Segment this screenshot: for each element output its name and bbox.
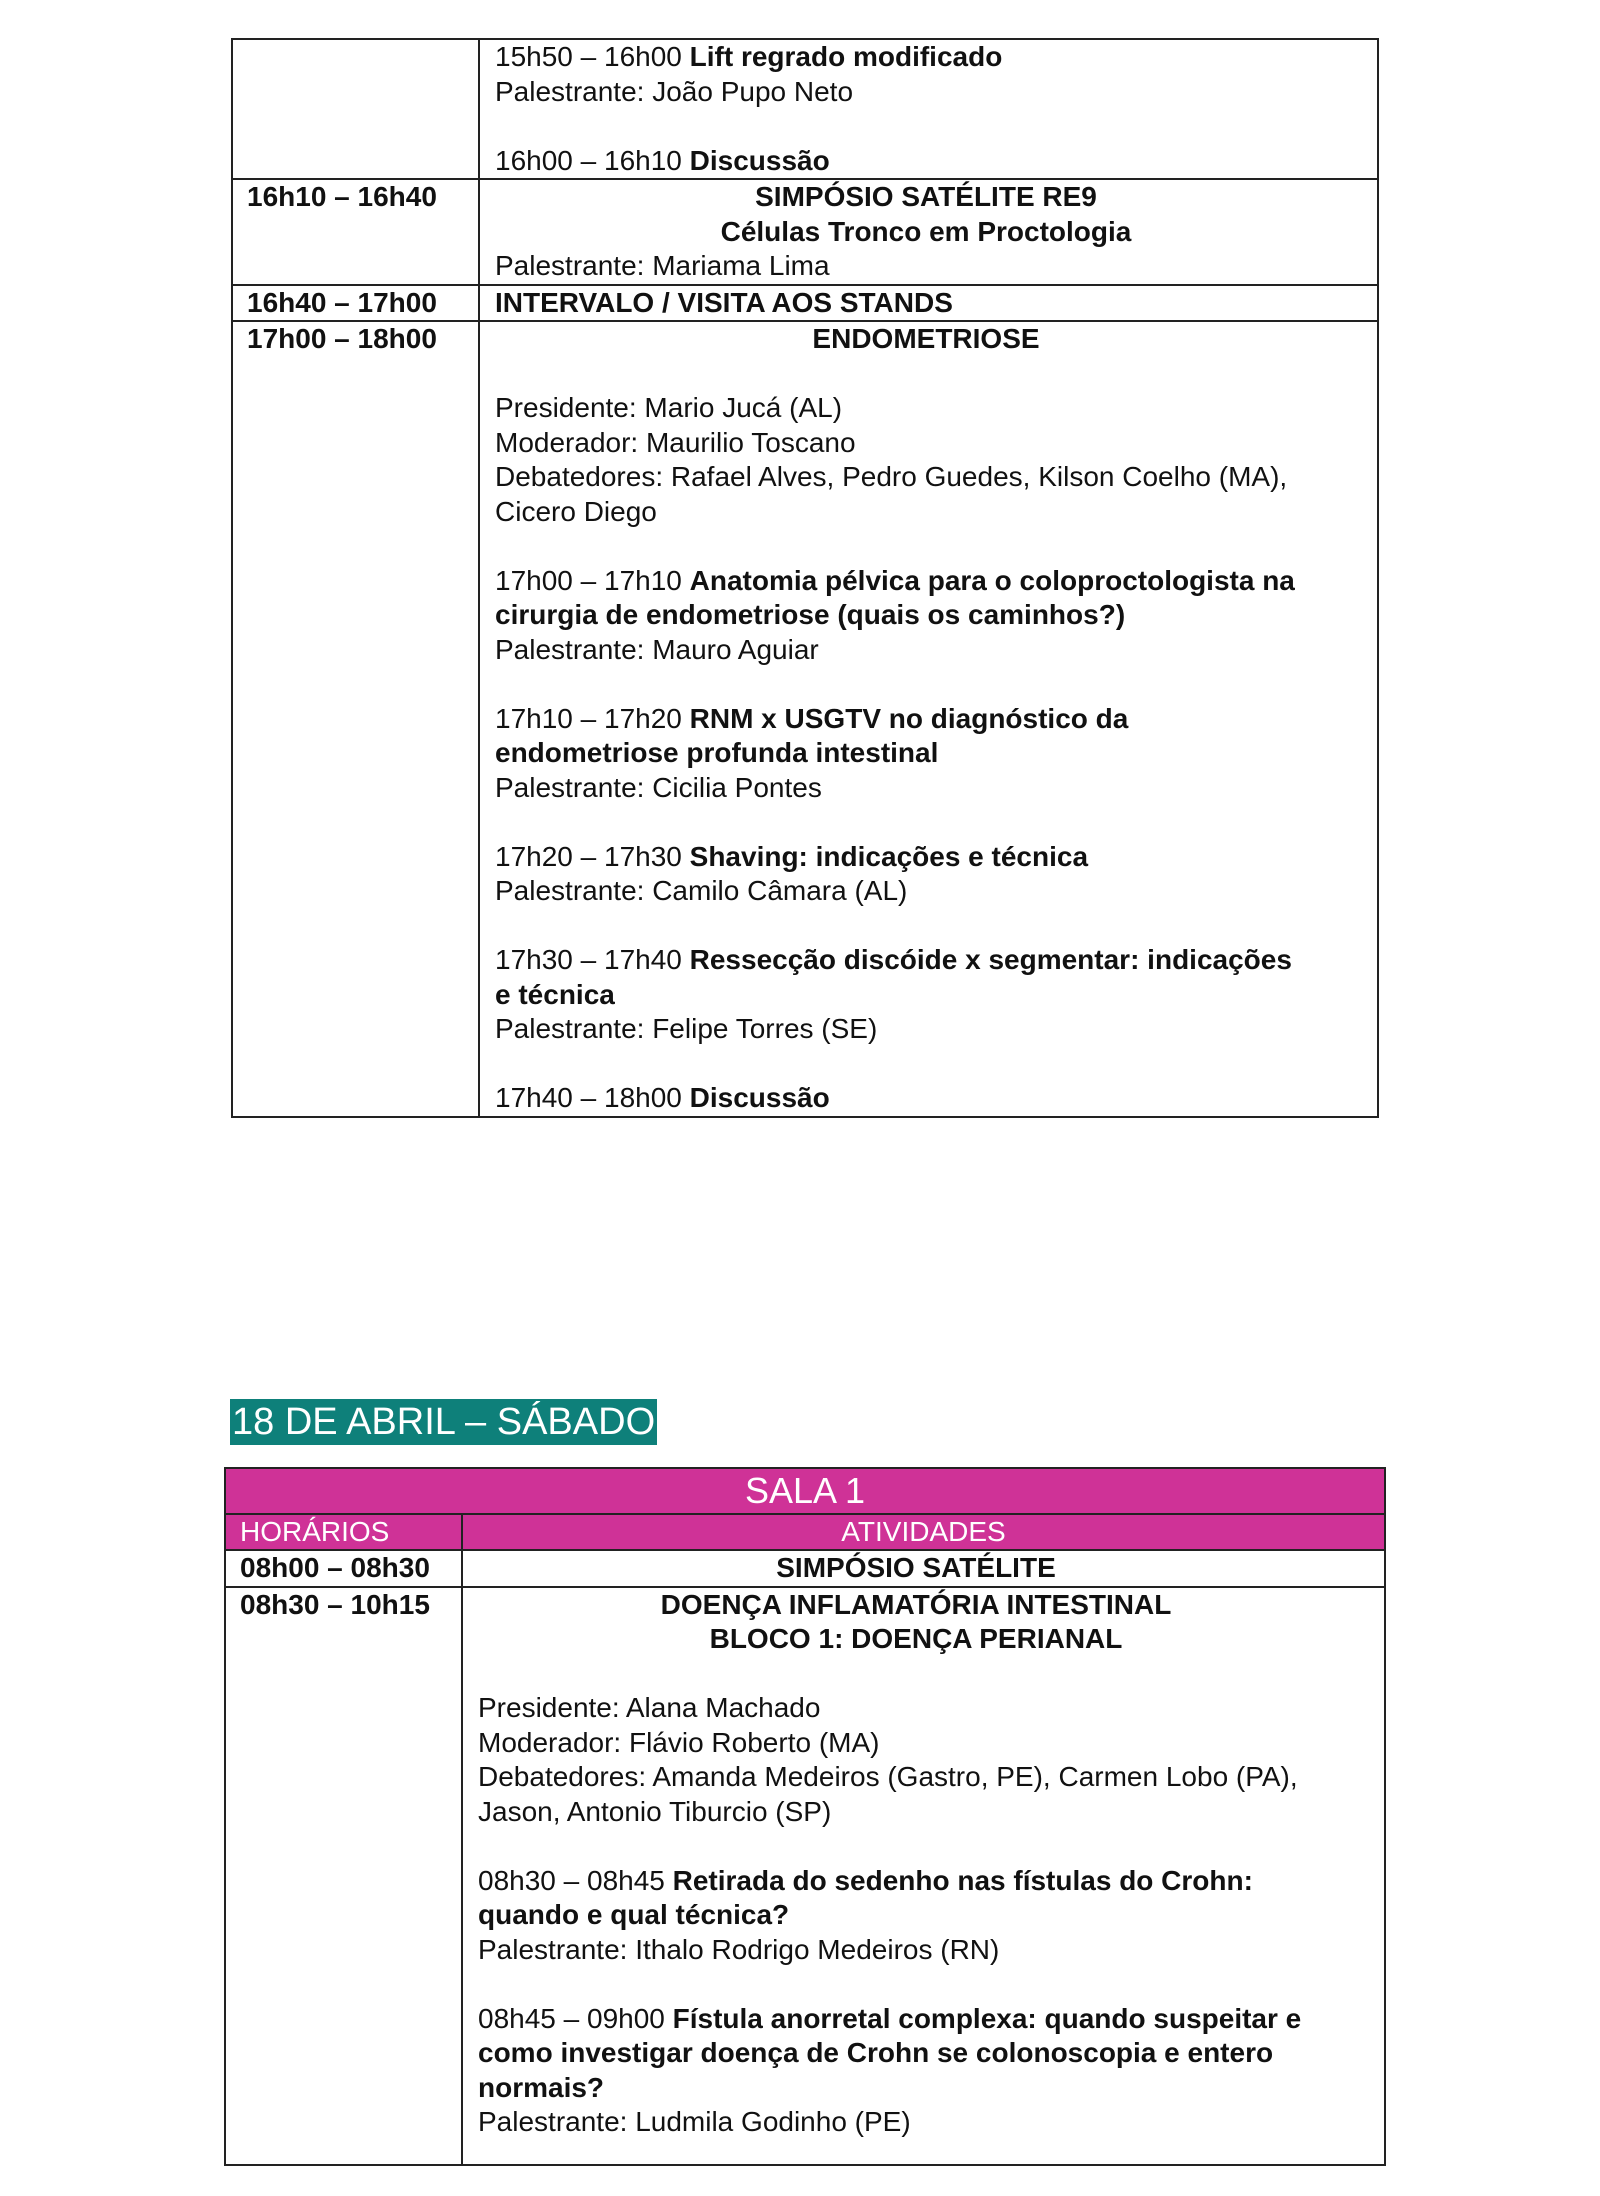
column-header-row bbox=[225, 1514, 1385, 1550]
talk-line: 17h10 – 17h20 RNM x USGTV no diagnóstico da bbox=[495, 702, 1129, 734]
talk-line: e técnica bbox=[495, 978, 615, 1010]
time-cell bbox=[232, 39, 479, 179]
session-title: ENDOMETRIOSE bbox=[812, 323, 1040, 354]
debaters-line: Debatedores: Rafael Alves, Pedro Guedes, Kilson Coelho (MA), bbox=[495, 461, 1288, 492]
session-subtitle: Células Tronco em Proctologia bbox=[720, 215, 1132, 247]
speaker-line: Palestrante: Ithalo Rodrigo Medeiros (RN) bbox=[478, 1933, 1000, 1965]
activity-cell bbox=[462, 1550, 1385, 1587]
activity-cell bbox=[479, 179, 1378, 285]
activity-cell bbox=[479, 39, 1378, 179]
session-title: SIMPÓSIO SATÉLITE RE9 bbox=[755, 181, 1097, 212]
debaters-line: Debatedores: Amanda Medeiros (Gastro, PE), Carmen Lobo (PA), bbox=[478, 1761, 1298, 1792]
speaker-line: Palestrante: Felipe Torres (SE) bbox=[495, 1013, 878, 1044]
time-cell: 16h40 – 17h00 bbox=[232, 285, 479, 322]
talk-line: endometriose profunda intestinal bbox=[495, 737, 939, 768]
time-cell: 08h30 – 10h15 bbox=[225, 1587, 462, 2165]
column-header-activities: ATIVIDADES bbox=[462, 1514, 1385, 1550]
column-header-times: HORÁRIOS bbox=[225, 1514, 462, 1550]
speaker-line: Palestrante: João Pupo Neto bbox=[495, 75, 854, 107]
president-line: Presidente: Mario Jucá (AL) bbox=[495, 392, 843, 423]
moderator-line: Moderador: Maurilio Toscano bbox=[495, 426, 856, 458]
activity-cell bbox=[462, 1587, 1385, 2165]
moderator-line: Moderador: Flávio Roberto (MA) bbox=[478, 1726, 880, 1758]
activity-cell bbox=[479, 321, 1378, 1117]
break-title: INTERVALO / VISITA AOS STANDS bbox=[495, 286, 953, 318]
table-row bbox=[232, 179, 1378, 285]
activity-cell bbox=[479, 285, 1378, 322]
table-row bbox=[225, 1587, 1385, 2165]
time-cell: 17h00 – 18h00 bbox=[232, 321, 479, 1117]
speaker-line: Palestrante: Camilo Câmara (AL) bbox=[495, 875, 908, 906]
speaker-line: Palestrante: Mauro Aguiar bbox=[495, 633, 819, 665]
talk-line: 08h30 – 08h45 Retirada do sedenho nas fístulas do Crohn: bbox=[478, 1864, 1253, 1896]
table-row bbox=[232, 285, 1378, 322]
talk-line: 17h40 – 18h00 Discussão bbox=[495, 1082, 830, 1113]
debaters-line: Jason, Antonio Tiburcio (SP) bbox=[478, 1795, 832, 1827]
speaker-line: Palestrante: Ludmila Godinho (PE) bbox=[478, 2106, 911, 2137]
talk-line: 16h00 – 16h10 Discussão bbox=[495, 144, 830, 176]
room-header-row bbox=[225, 1468, 1385, 1514]
room-title: SALA 1 bbox=[225, 1468, 1385, 1514]
debaters-line: Cicero Diego bbox=[495, 495, 657, 527]
talk-line: 17h30 – 17h40 Ressecção discóide x segmentar: indicações bbox=[495, 944, 1292, 975]
president-line: Presidente: Alana Machado bbox=[478, 1692, 821, 1723]
talk-line: quando e qual técnica? bbox=[478, 1899, 790, 1930]
speaker-line: Palestrante: Cicilia Pontes bbox=[495, 771, 822, 803]
time-cell: 16h10 – 16h40 bbox=[232, 179, 479, 285]
talk-line: como investigar doença de Crohn se colonoscopia e entero bbox=[478, 2037, 1274, 2068]
table-row bbox=[232, 39, 1378, 179]
talk-line: cirurgia de endometriose (quais os caminhos?) bbox=[495, 599, 1126, 630]
schedule-table-continued bbox=[231, 38, 1379, 1118]
session-title: DOENÇA INFLAMATÓRIA INTESTINAL bbox=[660, 1588, 1172, 1620]
talk-line: 17h20 – 17h30 Shaving: indicações e técnica bbox=[495, 840, 1089, 872]
table-row bbox=[225, 1550, 1385, 1587]
table-row bbox=[232, 321, 1378, 1117]
session-subtitle: BLOCO 1: DOENÇA PERIANAL bbox=[709, 1623, 1123, 1654]
talk-line: normais? bbox=[478, 2071, 605, 2103]
talk-line: 08h45 – 09h00 Fístula anorretal complexa: quando suspeitar e bbox=[478, 2002, 1302, 2034]
day-title: 18 DE ABRIL – SÁBADO bbox=[232, 1401, 656, 1443]
schedule-table-room bbox=[224, 1467, 1386, 2166]
talk-line: 15h50 – 16h00 Lift regrado modificado bbox=[495, 41, 1003, 72]
time-cell: 08h00 – 08h30 bbox=[225, 1550, 462, 1587]
talk-line: 17h00 – 17h10 Anatomia pélvica para o coloproctologista na bbox=[495, 564, 1295, 596]
session-title: SIMPÓSIO SATÉLITE bbox=[776, 1552, 1056, 1583]
speaker-line: Palestrante: Mariama Lima bbox=[495, 250, 830, 281]
